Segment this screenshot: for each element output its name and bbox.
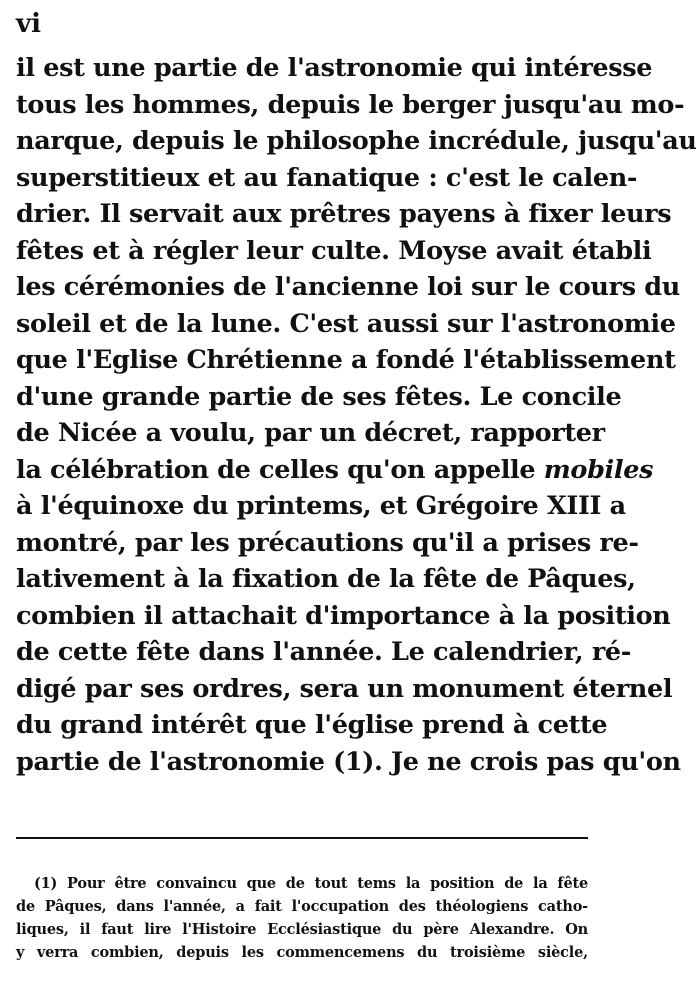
footnote-line: y verra combien, depuis les commencemens du troisième siècle, (16, 944, 588, 961)
text-line: narque, depuis le philosophe incrédule, jusqu'au (16, 126, 697, 156)
text-line: soleil et de la lune. C'est aussi sur l'astronomie (16, 308, 676, 339)
text-line: combien il attachait d'importance à la position (16, 600, 671, 631)
text-line: lativement à la fixation de la fête de Pâques, (16, 564, 636, 594)
text-line: de cette fête dans l'année. Le calendrier, ré- (16, 637, 632, 667)
text-line: fêtes et à régler leur culte. Moyse avait établi (16, 235, 652, 266)
text-line: superstitieux et au fanatique : c'est le calen- (16, 162, 638, 193)
footnote-rule (16, 837, 588, 839)
text-line: que l'Eglise Chrétienne a fondé l'établissement (16, 345, 676, 375)
text-line: partie de l'astronomie (1). Je ne crois pas qu'on (16, 746, 681, 777)
text-segment: la célébration de celles qu'on appelle (16, 454, 536, 485)
footnote-line: de Pâques, dans l'année, a fait l'occupation des théologiens catho- (16, 898, 588, 915)
text-line: drier. Il servait aux prêtres payens à fixer leurs (16, 199, 672, 229)
italic-word: mobiles (543, 454, 654, 485)
text-line: il est une partie de l'astronomie qui intéresse (16, 53, 653, 83)
text-line: d'une grande partie de ses fêtes. Le concile (16, 381, 622, 412)
footnote (16, 872, 588, 964)
text-line: de Nicée a voulu, par un décret, rapporter (16, 418, 605, 448)
text-line: les cérémonies de l'ancienne loi sur le cours du (16, 272, 680, 302)
text-line-with-italic (16, 452, 654, 489)
text-line: montré, par les précautions qu'il a prises re- (16, 527, 639, 558)
text-line: à l'équinoxe du printems, et Grégoire XIII a (16, 491, 626, 521)
footnote-line: (1) Pour être convaincu que de tout tems la position de la fête (34, 875, 588, 892)
text-line: tous les hommes, depuis le berger jusqu'au mo- (16, 89, 685, 120)
footnote-line: liques, il faut lire l'Histoire Ecclésiastique du père Alexandre. On (16, 921, 588, 938)
text-line: digé par ses ordres, sera un monument éternel (16, 673, 673, 704)
body-text (16, 50, 697, 780)
page-number: vi (16, 9, 41, 39)
text-line: du grand intérêt que l'église prend à cette (16, 710, 608, 740)
